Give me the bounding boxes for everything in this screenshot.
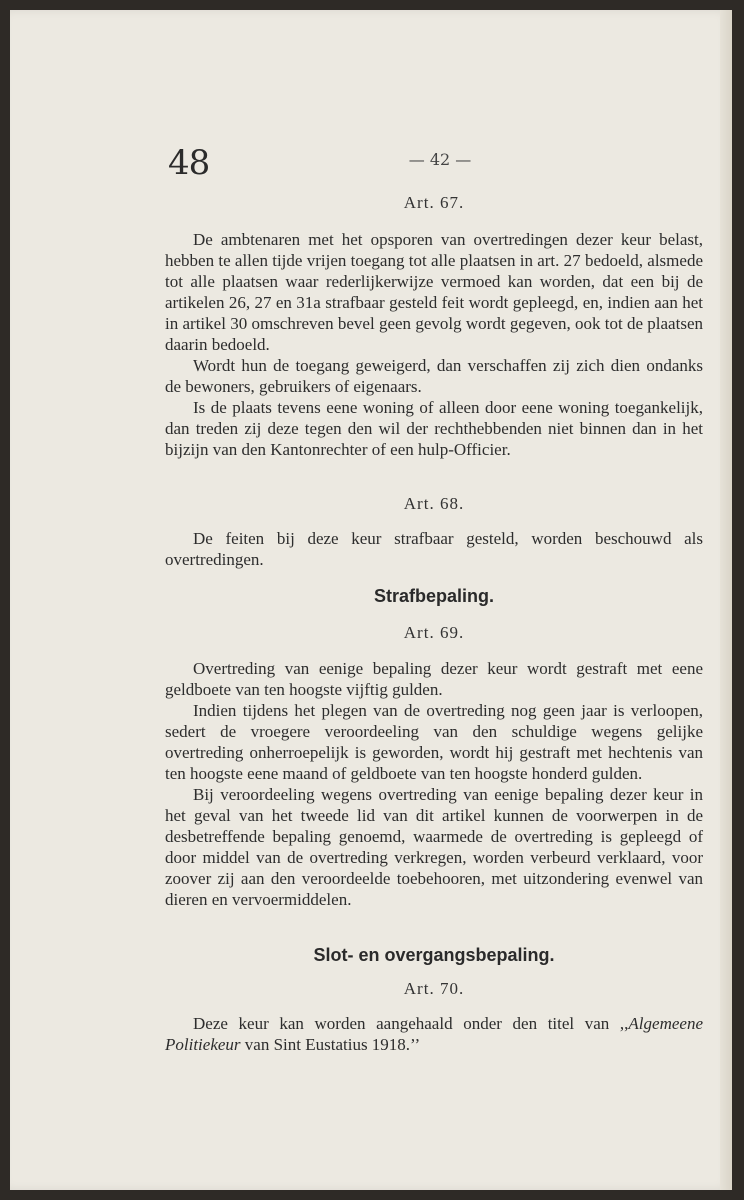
article-69-label: Art. 69.: [403, 623, 465, 642]
article-70-body: [165, 1013, 703, 1055]
article-67-paragraph-3: Is de plaats tevens eene woning of alleen door eene woning toegankelijk, dan treden zij deze tegen den wil der rechthebbenden niet binnen dan in het bijzijn van den Kantonrechter of een hulp-Officier.: [165, 398, 703, 459]
article-67-body: [165, 229, 703, 460]
slot-heading: Slot- en overgangsbepaling.: [313, 945, 555, 965]
article-70-text-start: Deze keur kan worden aangehaald onder den titel van ,,: [193, 1014, 629, 1033]
article-69-paragraph-2: Indien tijdens het plegen van de overtreding nog geen jaar is verloopen, sedert de vroegere veroordeeling van den schuldige wegens gelijke overtreding onherroepelijk is geworden, wordt hij gestraft met hechtenis van ten hoogste eene maand of geldboete van ten hoogste honderd gulden.: [165, 701, 703, 783]
strafbepaling-heading: Strafbepaling.: [373, 586, 494, 606]
running-head: — 42 —: [408, 150, 472, 169]
article-69-paragraph-1: Overtreding van eenige bepaling dezer keur wordt gestraft met eene geldboete van ten hoogste vijftig gulden.: [165, 659, 703, 699]
article-68-body: [165, 528, 703, 570]
article-68-paragraph-1: De feiten bij deze keur strafbaar gesteld, worden beschouwd als overtredingen.: [165, 529, 703, 569]
article-67-paragraph-1: De ambtenaren met het opsporen van overtredingen dezer keur belast, hebben te allen tijde vrijen toegang tot alle plaatsen in art. 27 bedoeld, alsmede tot alle plaatsen waar rederlijkerwijze vermoed kan worden, dat een bij de artikelen 26, 27 en 31a strafbaar gesteld feit wordt gepleegd, en, indien aan het in artikel 30 omschreven bevel geen gevolg wordt gegeven, ook tot de plaatsen daarin bedoeld.: [165, 230, 703, 354]
article-69-paragraph-3: Bij veroordeeling wegens overtreding van eenige bepaling dezer keur in het geval van het tweede lid van dit artikel kunnen de voorwerpen in de desbetreffende bepaling genoemd, waarmede de overtreding is gepleegd of door middel van de overtreding verkregen, worden verbeurd verklaard, voor zoover zij aan den veroordeelde toebehooren, met uitzondering evenwel van dieren en vervoermiddelen.: [165, 785, 703, 909]
article-70-label: Art. 70.: [403, 979, 465, 998]
article-69-body: [165, 658, 703, 910]
article-67-label: Art. 67.: [403, 193, 465, 212]
article-70-paragraph-1: [165, 1013, 703, 1055]
article-67-paragraph-2: Wordt hun de toegang geweigerd, dan verschaffen zij zich dien ondanks de bewoners, gebruikers of eigenaars.: [165, 356, 703, 396]
article-68-label: Art. 68.: [403, 494, 465, 513]
article-70-title-italic: Algemeene Politiekeur: [165, 1014, 703, 1054]
folio-number: 48: [168, 143, 210, 183]
article-70-text-end: van Sint Eustatius 1918.’’: [240, 1035, 421, 1054]
page-edge: [720, 10, 732, 1190]
